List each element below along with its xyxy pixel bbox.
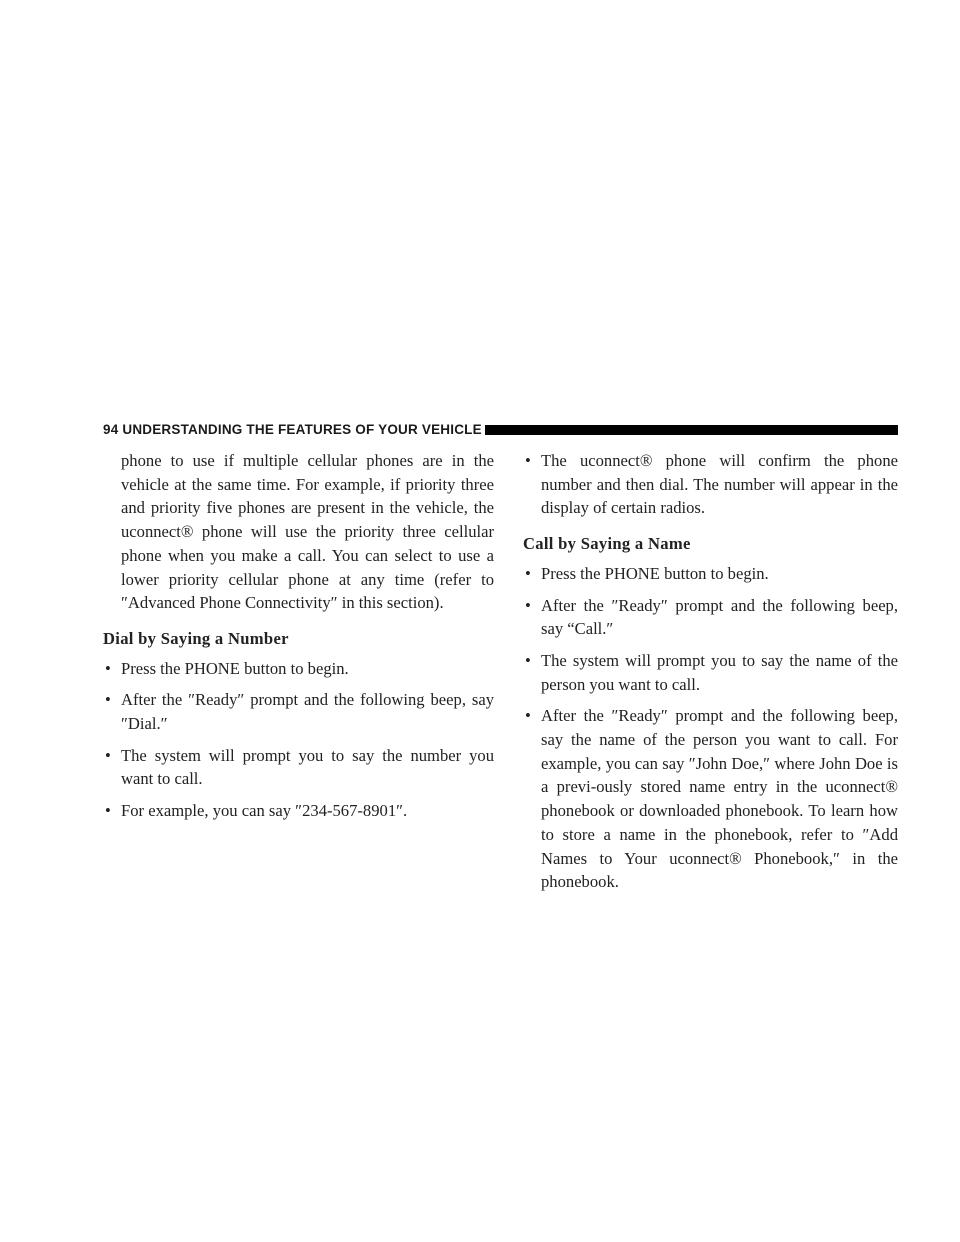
- list-item-text: For example, you can say ″234-567-8901″.: [121, 801, 408, 821]
- list-item: [103, 688, 494, 735]
- list-item-text: The uconnect® phone will confirm the phone number and then dial. The number will appear in the display of certain radios.: [541, 451, 898, 518]
- bullet-icon: •: [105, 745, 111, 765]
- list-item-text: The system will prompt you to say the name of the person you want to call.: [541, 650, 898, 694]
- bullet-icon: •: [525, 595, 531, 615]
- bullet-icon: •: [525, 563, 531, 583]
- header-label: [103, 420, 482, 440]
- bullet-icon: •: [525, 706, 531, 726]
- list-item-text: After the ″Ready″ prompt and the following beep, say ″Dial.″: [121, 690, 494, 734]
- list-item-text: The system will prompt you to say the number you want to call.: [121, 745, 494, 789]
- list-item: [523, 562, 898, 586]
- bullet-icon: •: [525, 650, 531, 670]
- bullet-icon: •: [105, 658, 111, 678]
- section-title: UNDERSTANDING THE FEATURES OF YOUR VEHICLE: [122, 422, 482, 437]
- list-item: [523, 704, 898, 894]
- list-item: [523, 649, 898, 696]
- bullet-icon: •: [105, 690, 111, 710]
- intro-paragraph: phone to use if multiple cellular phones are in the vehicle at the same time. For example, if priority three and priority five phones are present in the vehicle, the uconnect® phone will use the priority three cellular phone when you make a call. You can select to use a lower priority cellular phone at any time (refer to ″Advanced Phone Connectivity″ in this section).: [121, 451, 494, 613]
- heading-dial-by-number: Dial by Saying a Number: [103, 628, 289, 648]
- heading-call-by-name: Call by Saying a Name: [523, 534, 691, 554]
- list-item: [103, 657, 494, 681]
- header-rule: [485, 425, 898, 435]
- page-number: 94: [103, 422, 119, 437]
- right-column: [523, 449, 898, 902]
- list-item: [523, 449, 898, 520]
- list-item: [103, 799, 494, 823]
- list-item-text: After the ″Ready″ prompt and the following beep, say the name of the person you want to call. For example, you can say ″John Doe,″ where John Doe is a previ-ously stored name entry in the uconnect® phonebook or downloaded phonebook. To learn how to store a name in the phonebook, refer to ″Add Names to Your uconnect® Phonebook,″ in the phonebook.: [541, 706, 898, 892]
- list-item-text: Press the PHONE button to begin.: [541, 563, 769, 583]
- page-header: [103, 420, 898, 440]
- list-item: [523, 594, 898, 641]
- bullet-icon: •: [105, 801, 111, 821]
- list-item-text: After the ″Ready″ prompt and the following beep, say “Call.″: [541, 595, 898, 639]
- list-item: [103, 744, 494, 791]
- list-item-text: Press the PHONE button to begin.: [121, 658, 349, 678]
- bullet-icon: •: [525, 451, 531, 470]
- left-column: [103, 449, 494, 831]
